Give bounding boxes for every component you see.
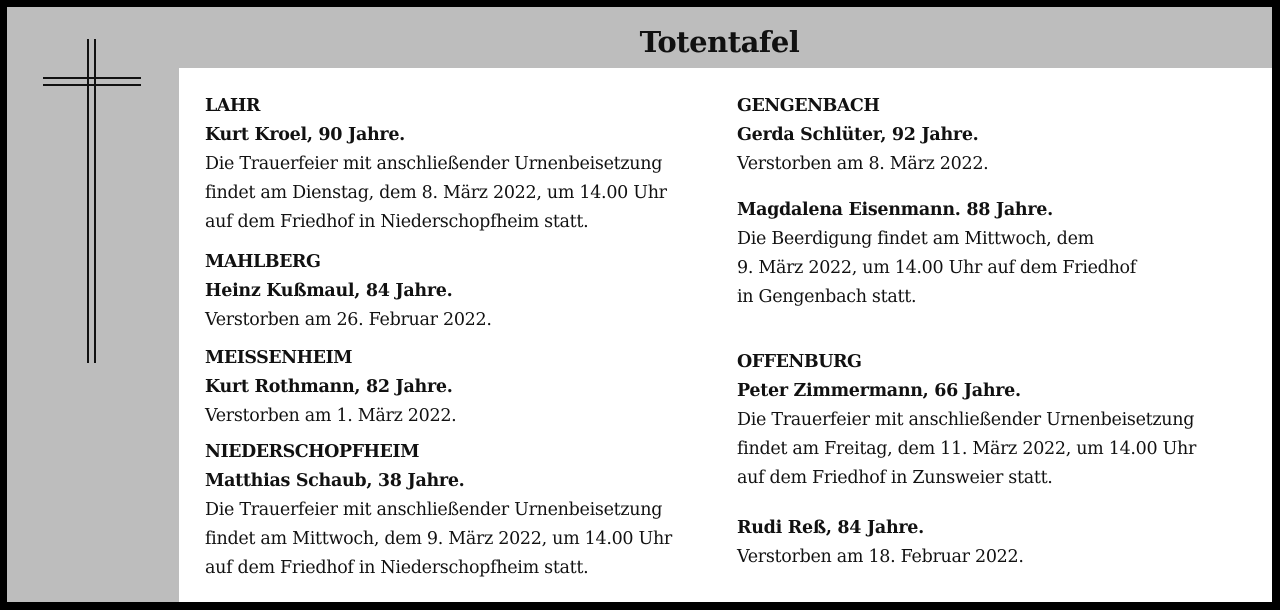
town-heading: MEISSENHEIM — [205, 348, 353, 368]
town-heading: OFFENBURG — [737, 352, 862, 372]
notice-text: Verstorben am 18. Februar 2022. — [737, 547, 1024, 567]
deceased-name: Heinz Kußmaul, 84 Jahre. — [205, 281, 453, 301]
notice-text: Verstorben am 8. März 2022. — [737, 154, 989, 174]
town-heading: GENGENBACH — [737, 96, 880, 116]
obituary-frame — [7, 7, 1272, 602]
notice-text: auf dem Friedhof in Niederschopfheim statt. — [205, 212, 589, 232]
notice-text: findet am Mittwoch, dem 9. März 2022, um 14.00 Uhr — [205, 529, 672, 549]
deceased-name: Kurt Rothmann, 82 Jahre. — [205, 377, 453, 397]
obituary-entry — [737, 196, 1257, 312]
cross-icon — [43, 39, 143, 369]
page-title: Totentafel — [639, 25, 800, 59]
obituary-list — [179, 68, 1272, 602]
deceased-name: Gerda Schlüter, 92 Jahre. — [737, 125, 979, 145]
obituary-entry — [737, 348, 1257, 493]
notice-text: auf dem Friedhof in Niederschopfheim statt. — [205, 558, 589, 578]
notice-text: Die Trauerfeier mit anschließender Urnenbeisetzung — [205, 500, 663, 520]
notice-text: Verstorben am 1. März 2022. — [205, 406, 457, 426]
obituary-entry — [205, 438, 725, 583]
notice-text: Verstorben am 26. Februar 2022. — [205, 310, 492, 330]
obituary-entry — [737, 92, 1257, 179]
deceased-name: Rudi Reß, 84 Jahre. — [737, 518, 924, 538]
deceased-name: Peter Zimmermann, 66 Jahre. — [737, 381, 1021, 401]
deceased-name: Matthias Schaub, 38 Jahre. — [205, 471, 465, 491]
notice-text: Die Trauerfeier mit anschließender Urnenbeisetzung — [205, 154, 663, 174]
obituary-entry — [205, 344, 725, 431]
town-heading: LAHR — [205, 96, 260, 116]
deceased-name: Magdalena Eisenmann. 88 Jahre. — [737, 200, 1053, 220]
town-heading: NIEDERSCHOPFHEIM — [205, 442, 419, 462]
deceased-name: Kurt Kroel, 90 Jahre. — [205, 125, 405, 145]
obituary-entry — [205, 92, 725, 237]
obituary-entry — [737, 514, 1257, 572]
notice-text: findet am Freitag, dem 11. März 2022, um 14.00 Uhr — [737, 439, 1197, 459]
notice-text: 9. März 2022, um 14.00 Uhr auf dem Friedhof — [737, 258, 1136, 278]
notice-text: findet am Dienstag, dem 8. März 2022, um 14.00 Uhr — [205, 183, 667, 203]
notice-text: in Gengenbach statt. — [737, 287, 917, 307]
notice-text: auf dem Friedhof in Zunsweier statt. — [737, 468, 1053, 488]
notice-text: Die Beerdigung findet am Mittwoch, dem — [737, 229, 1094, 249]
notice-text: Die Trauerfeier mit anschließender Urnenbeisetzung — [737, 410, 1195, 430]
obituary-entry — [205, 248, 725, 335]
town-heading: MAHLBERG — [205, 252, 321, 272]
